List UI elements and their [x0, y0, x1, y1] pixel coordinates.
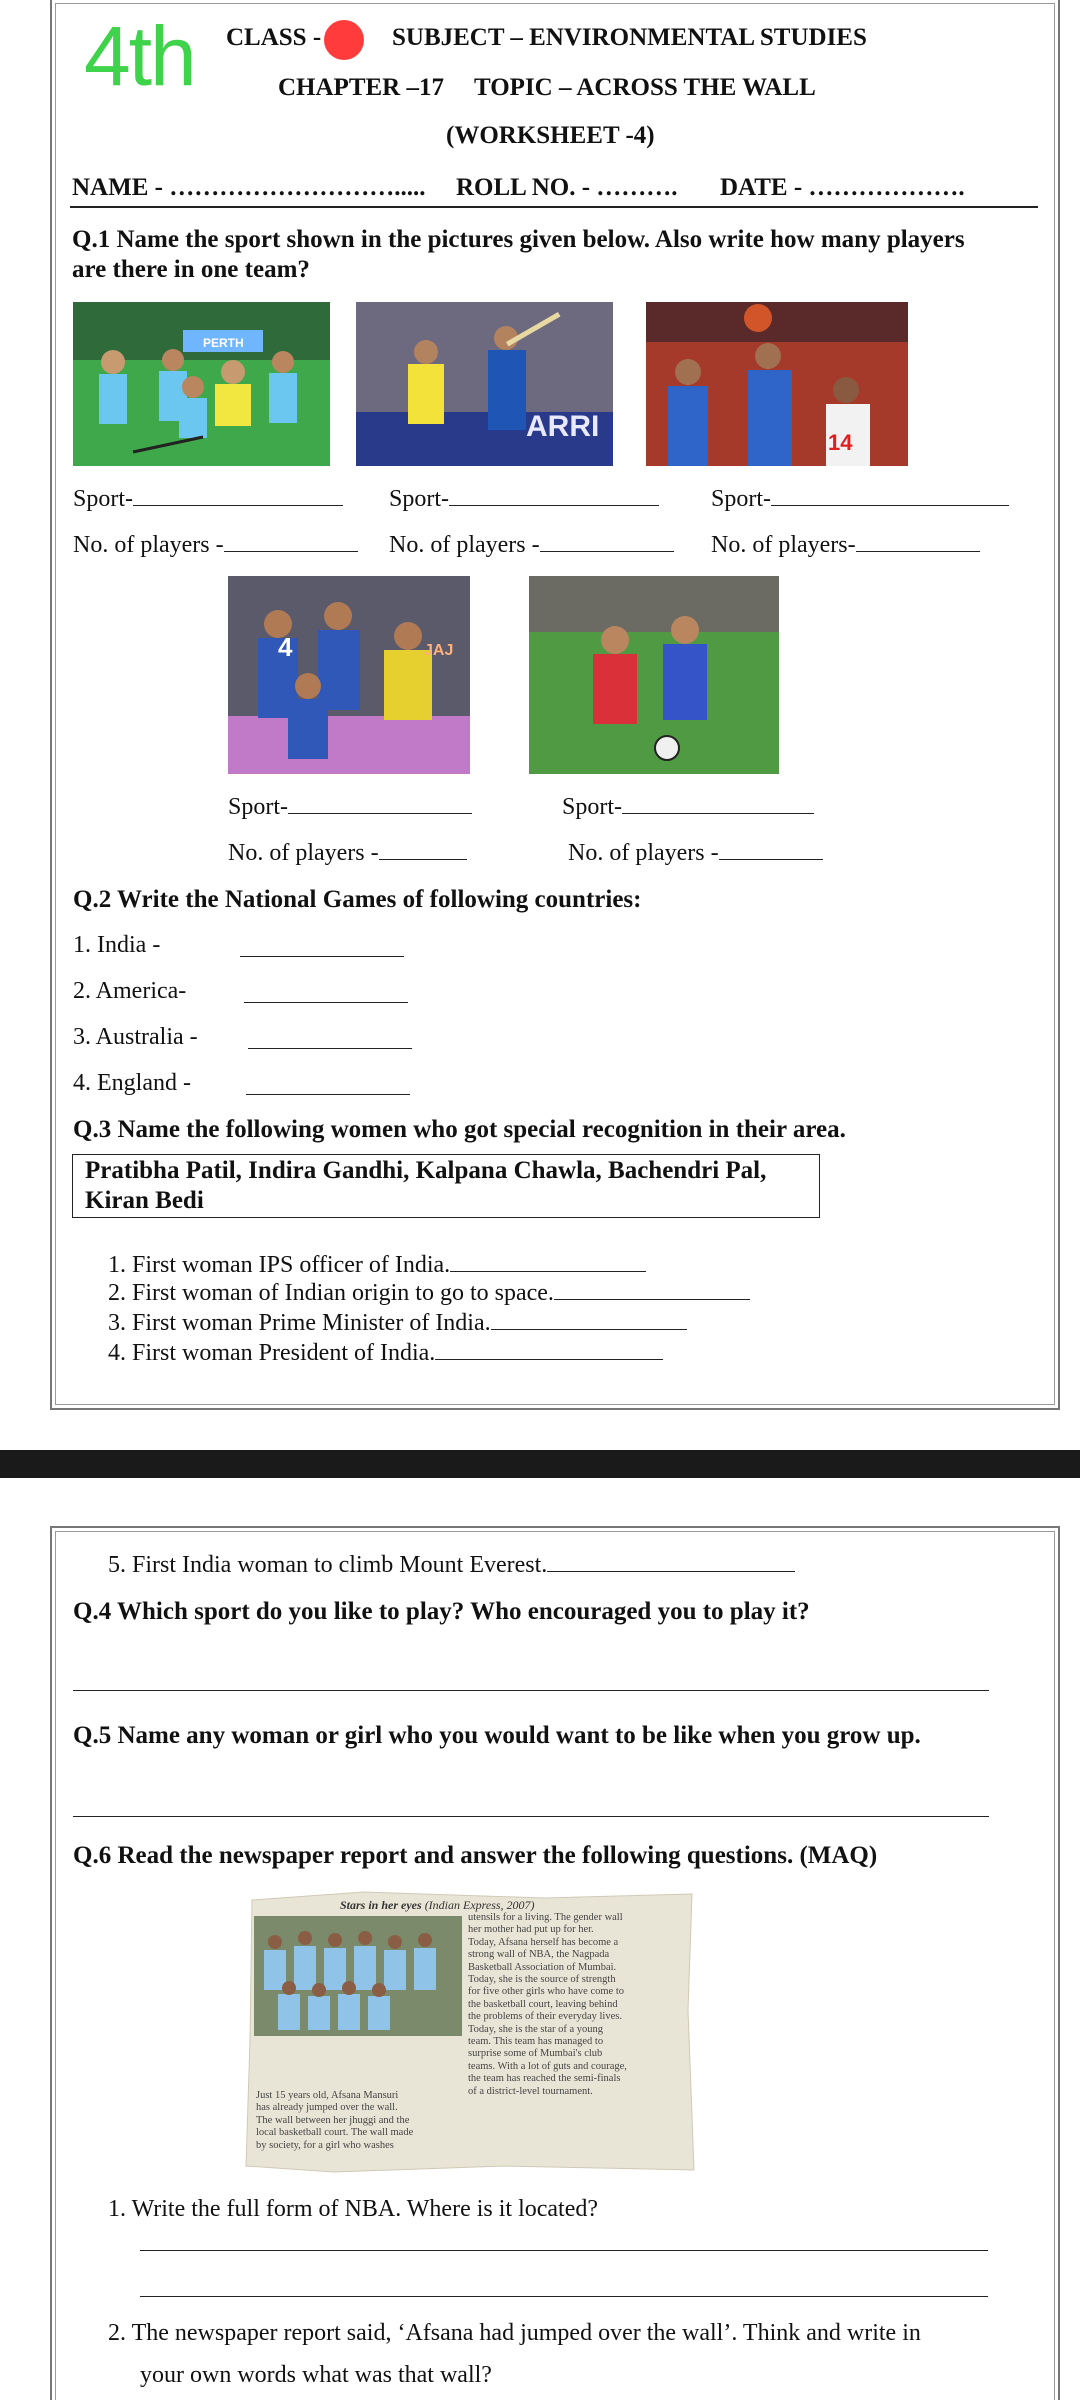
sport-label: Sport- [228, 794, 288, 820]
q3-box-line2: Kiran Bedi [85, 1187, 204, 1214]
news-right-column [468, 1912, 627, 2098]
q2-answer-line[interactable] [246, 1094, 410, 1095]
news-line: local basketball court. The wall made [256, 2127, 414, 2139]
sport-answer-4[interactable] [228, 794, 472, 821]
name-field[interactable]: NAME - ………………………..... [72, 174, 426, 201]
q6-sub1: 1. Write the full form of NBA. Where is it located? [108, 2196, 599, 2222]
news-line: The wall between her jhuggi and the [256, 2114, 410, 2126]
news-line: has already jumped over the wall. [256, 2102, 398, 2114]
q2-item-label: 2. America- [73, 978, 187, 1004]
q5-answer-line[interactable] [73, 1816, 989, 1817]
players-answer-2[interactable] [389, 532, 674, 559]
sport-answer-2[interactable] [389, 486, 659, 513]
sport-label: Sport- [73, 486, 133, 512]
topic-label: TOPIC – ACROSS THE WALL [474, 74, 816, 101]
q1-question-line2: are there in one team? [72, 256, 310, 283]
players-label: No. of players- [711, 532, 856, 558]
photo-text-14: 14 [828, 430, 853, 455]
news-line: Just 15 years old, Afsana Mansuri [256, 2090, 399, 2101]
q3-item-label: 1. First woman IPS officer of India. [108, 1252, 451, 1278]
q4-answer-line[interactable] [73, 1690, 989, 1691]
subject-label: SUBJECT – ENVIRONMENTAL STUDIES [392, 24, 867, 51]
news-title: Stars in her eyes [340, 1898, 422, 1912]
news-line: utensils for a living. The gender wall [468, 1912, 623, 1923]
news-line: surprise some of Mumbai's club [468, 2048, 603, 2060]
players-answer-5[interactable] [568, 840, 823, 867]
news-line: for five other girls who have come to [468, 1986, 624, 1998]
photo-text-arri: ARRI [526, 410, 600, 443]
q2-answer-line[interactable] [240, 956, 404, 957]
news-left-column [256, 2090, 413, 2152]
q2-item-australia[interactable] [73, 1024, 198, 1051]
q2-item-india[interactable] [73, 932, 160, 959]
q3-box-line1: Pratibha Patil, Indira Gandhi, Kalpana Chawla, Bachendri Pal, [85, 1157, 767, 1184]
q1-question-line1: Q.1 Name the sport shown in the pictures given below. Also write how many players [72, 226, 965, 253]
q2-item-america[interactable] [73, 978, 186, 1005]
news-line: the problems of their everyday lives. [468, 2011, 622, 2023]
players-label: No. of players - [389, 532, 540, 558]
q3-question: Q.3 Name the following women who got special recognition in their area. [73, 1116, 846, 1143]
q2-answer-line[interactable] [244, 1002, 408, 1003]
q3-item-label: 4. First woman President of India. [108, 1340, 436, 1366]
chapter-label: CHAPTER –17 [278, 74, 444, 101]
players-label: No. of players - [73, 532, 224, 558]
photo-text-4: 4 [278, 632, 293, 662]
football-photo [529, 576, 779, 774]
news-line: Today, she is the source of strength [468, 1974, 616, 1986]
sport-label: Sport- [389, 486, 449, 512]
q6-sub2-line1: 2. The newspaper report said, ‘Afsana had jumped over the wall’. Think and write in [108, 2320, 921, 2346]
grade-heading: 4th [84, 9, 195, 103]
players-answer-3[interactable] [711, 532, 980, 559]
q6-sub2-line2: your own words what was that wall? [140, 2362, 492, 2388]
news-line: her mother had put up for her. [468, 1924, 594, 1936]
q2-item-label: 1. India - [73, 932, 161, 958]
q6-sub1-answer-line-2[interactable] [140, 2296, 988, 2297]
hockey-photo [73, 302, 330, 466]
sport-answer-5[interactable] [562, 794, 814, 821]
cricket-photo [356, 302, 613, 466]
q2-answer-line[interactable] [248, 1048, 412, 1049]
q6-question: Q.6 Read the newspaper report and answer the following questions. (MAQ) [73, 1842, 878, 1869]
date-field[interactable]: DATE - ………………. [720, 174, 965, 201]
q3-item-2[interactable] [108, 1280, 750, 1307]
news-line: the basketball court, leaving behind [468, 1998, 618, 2010]
sport-answer-1[interactable] [73, 486, 343, 513]
q3-item-label: 3. First woman Prime Minister of India. [108, 1310, 491, 1336]
players-answer-1[interactable] [73, 532, 358, 559]
q3-item-1[interactable] [108, 1252, 646, 1279]
q6-sub1-answer-line-1[interactable] [140, 2250, 988, 2251]
sport-label: Sport- [562, 794, 622, 820]
header-divider [70, 206, 1038, 208]
worksheet-label: (WORKSHEET -4) [446, 122, 655, 149]
news-line: the team has reached the semi-finals [468, 2073, 621, 2085]
kabaddi-photo [228, 576, 470, 774]
news-line: by society, for a girl who washes [256, 2139, 394, 2151]
basketball-photo [646, 302, 908, 466]
news-line: Today, Afsana herself has become a [468, 1936, 619, 1948]
sport-answer-3[interactable] [711, 486, 1009, 513]
photo-text-perth: PERTH [203, 336, 244, 350]
q3-item-label: 2. First woman of Indian origin to go to space. [108, 1280, 554, 1306]
news-source: (Indian Express, 2007) [424, 1898, 535, 1912]
red-dot-icon [324, 20, 364, 60]
q3-item-4[interactable] [108, 1340, 663, 1367]
news-line: team. This team has managed to [468, 2036, 604, 2048]
q2-item-label: 3. Australia - [73, 1024, 198, 1050]
class-label: CLASS - [226, 24, 322, 51]
newspaper-clipping [244, 1890, 696, 2174]
q4-question: Q.4 Which sport do you like to play? Who encouraged you to play it? [73, 1598, 810, 1625]
q2-item-england[interactable] [73, 1070, 191, 1097]
players-label: No. of players - [568, 840, 719, 866]
q3-name-box [72, 1154, 820, 1218]
q3-item-5[interactable] [108, 1552, 795, 1579]
q5-question: Q.5 Name any woman or girl who you would want to be like when you grow up. [73, 1722, 921, 1749]
news-line: Basketball Association of Mumbai. [468, 1961, 617, 1973]
players-answer-4[interactable] [228, 840, 467, 867]
players-label: No. of players - [228, 840, 379, 866]
news-line: Today, she is the star of a young [468, 2023, 604, 2035]
news-line: strong wall of NBA, the Nagpada [468, 1949, 610, 1961]
news-line: of a district-level tournament. [468, 2085, 593, 2097]
sport-label: Sport- [711, 486, 771, 512]
roll-field[interactable]: ROLL NO. - ………. [456, 174, 678, 201]
q3-item-label: 5. First India woman to climb Mount Everest. [108, 1552, 548, 1578]
news-line: teams. With a lot of guts and courage, [468, 2060, 627, 2072]
photo-text-jaj: JAJ [424, 642, 454, 659]
q2-question: Q.2 Write the National Games of following countries: [73, 886, 642, 913]
q2-item-label: 4. England - [73, 1070, 191, 1096]
q3-item-3[interactable] [108, 1310, 687, 1337]
worksheet-page-2 [0, 1478, 1080, 2400]
